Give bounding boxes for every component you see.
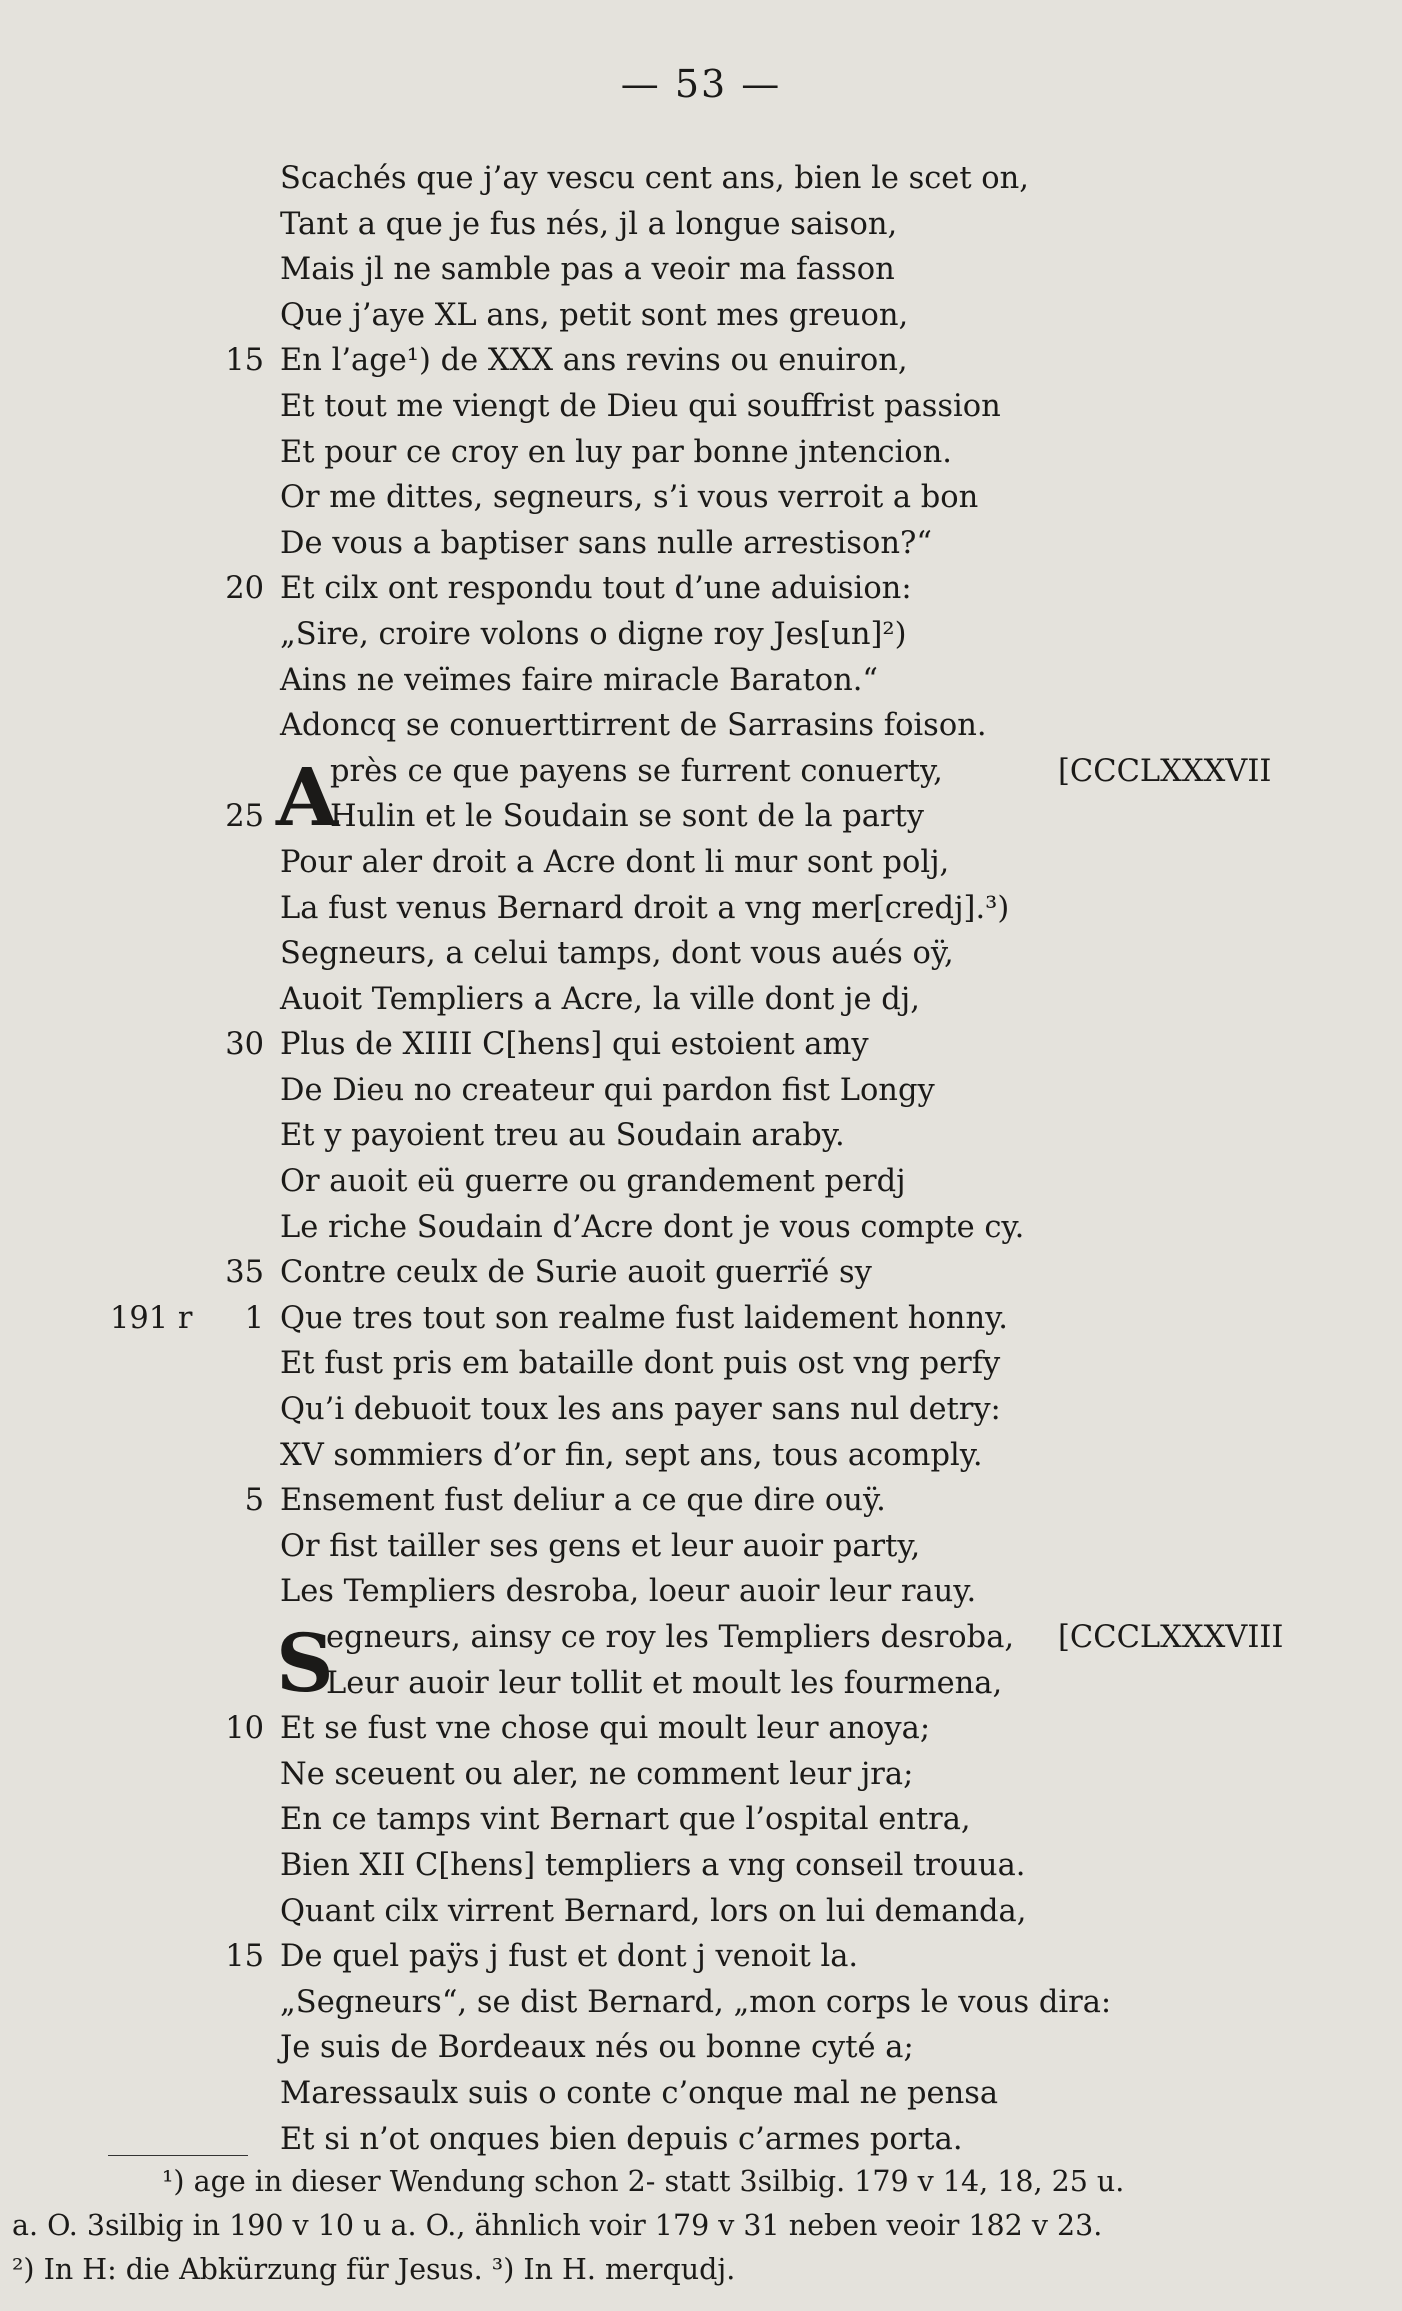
verse-text: Or fist tailler ses gens et leur auoir party, [280,1528,921,1564]
verse-text: Tant a que je fus nés, jl a longue saison, [280,206,898,242]
verse-line [0,247,1402,293]
verse-line [0,202,1402,248]
verse-line [0,1478,1402,1524]
verse-text: Scachés que j’ay vescu cent ans, bien le scet on, [280,161,1030,196]
footnote-text: ²) In H: die Abkürzung für Jesus. ³) In H. merqudj. [12,2253,736,2286]
verse-text: egneurs, ainsy ce roy les Templiers desroba, [326,1620,1015,1655]
verse-text: Plus de XIIII C[hens] qui estoient amy [280,1027,869,1063]
verse-text: Ne sceuent ou aler, ne comment leur jra; [280,1756,914,1792]
verse-text: XV sommiers d’or fin, sept ans, tous acomply. [280,1437,983,1473]
line-number: 35 [225,1255,264,1291]
verse-line [0,1068,1402,1114]
verse-text: De quel paÿs j fust et dont j venoit la. [280,1939,859,1975]
verse-line [0,430,1402,476]
verse-text: Et pour ce croy en luy par bonne jntencion. [280,434,952,470]
verse-line [0,886,1402,932]
verse-text: Bien XII C[hens] templiers a vng conseil trouua. [280,1847,1026,1883]
verse-line [0,384,1402,430]
verse-text: Le riche Soudain d’Acre dont je vous compte cy. [280,1209,1025,1245]
verse-text: Adoncq se conuerttirrent de Sarrasins foison. [280,708,987,744]
verse-text: Auoit Templiers a Acre, la ville dont je dj, [280,981,920,1017]
verse-text: Ensement fust deliur a ce que dire ouÿ. [280,1483,886,1519]
verse-line [0,2025,1402,2071]
verse-line [0,1296,1402,1342]
verse-text: Leur auoir leur tollit et moult les fourmena, [326,1665,1003,1701]
line-number: 20 [225,571,264,607]
verse-text: Et fust pris em bataille dont puis ost vng perfy [280,1346,1001,1382]
verse-line [0,612,1402,658]
verse-line [0,156,1402,202]
verse-line [0,1022,1402,1068]
verse-line [0,1706,1402,1752]
line-number: 15 [225,1939,264,1975]
verse-line [0,840,1402,886]
verse-line [0,1205,1402,1251]
verse-line [0,2071,1402,2117]
verse-line [0,1843,1402,1889]
drop-cap: S [276,1616,334,1710]
line-number: 1 [244,1300,264,1336]
line-number: 10 [225,1711,264,1747]
footnote-rule [108,2155,248,2156]
verse-line [0,1159,1402,1205]
verse-line [0,1569,1402,1615]
verse-line [0,703,1402,749]
verse-text: près ce que payens se furrent conuerty, [330,753,943,789]
line-number: 30 [225,1027,264,1063]
verse-text: Ains ne veïmes faire miracle Baraton.“ [280,662,878,698]
verse-line [0,1524,1402,1570]
line-number: 5 [244,1483,264,1519]
line-number: 25 [225,799,264,835]
footnote [0,2204,1402,2248]
verse-text: Et si n’ot onques bien depuis c’armes porta. [280,2121,963,2157]
verse-line [0,1113,1402,1159]
verse-text: Maressaulx suis o conte c’onque mal ne pensa [280,2075,999,2111]
verse-line [0,293,1402,339]
verse-text: Que j’aye XL ans, petit sont mes greuon, [280,297,909,333]
verse-line [0,475,1402,521]
verse-line [0,338,1402,384]
verse-text: Or me dittes, segneurs, s’i vous verroit a bon [280,480,979,516]
verse-lines [0,156,1402,2162]
verse-text: Et cilx ont respondu tout d’une aduision: [280,571,912,607]
verse-text: De Dieu no createur qui pardon fist Longy [280,1072,935,1108]
verse-text: Segneurs, a celui tamps, dont vous aués oÿ, [280,936,954,972]
verse-line [0,1934,1402,1980]
line-number: 15 [225,343,264,379]
verse-line [0,521,1402,567]
footnote-text: ¹) age in dieser Wendung schon 2- statt 3silbig. 179 v 14, 18, 25 u. [162,2165,1125,2198]
verse-line [0,1797,1402,1843]
verse-line [0,566,1402,612]
verse-text: En l’age¹) de XXX ans revins ou enuiron, [280,343,908,379]
verse-line [0,794,1402,840]
drop-cap: A [276,749,339,844]
verse-line [0,1433,1402,1479]
verse-text: Pour aler droit a Acre dont li mur sont polj, [280,844,950,880]
verse-line [0,1980,1402,2026]
verse-line [0,658,1402,704]
verse-text: Hulin et le Soudain se sont de la party [330,799,924,835]
footnotes [0,2160,1402,2292]
verse-text: Les Templiers desroba, loeur auoir leur rauy. [280,1574,977,1610]
verse-text: Et se fust vne chose qui moult leur anoya; [280,1711,931,1747]
verse-text: Et tout me viengt de Dieu qui souffrist passion [280,388,1001,424]
verse-text: Mais jl ne samble pas a veoir ma fasson [280,252,895,288]
verse-text: „Sire, croire volons o digne roy Jes[un]²) [280,616,907,652]
verse-text: Contre ceulx de Surie auoit guerrïé sy [280,1255,872,1291]
verse-line [0,1661,1402,1707]
verse-text: Qu’i debuoit toux les ans payer sans nul detry: [280,1392,1001,1428]
verse-line [0,1889,1402,1935]
verse-line [0,1387,1402,1433]
verse-line [0,1250,1402,1296]
page-number: — 53 — [620,62,782,106]
verse-text: De vous a baptiser sans nulle arrestison?“ [280,525,932,561]
verse-line [0,1752,1402,1798]
verse-text: Quant cilx virrent Bernard, lors on lui demanda, [280,1893,1027,1929]
verse-text: Or auoit eü guerre ou grandement perdj [280,1164,906,1200]
verse-text: La fust venus Bernard droit a vng mer[credj].³) [280,890,1010,926]
verse-text: Je suis de Bordeaux nés ou bonne cyté a; [280,2030,914,2066]
footnote [0,2248,1402,2292]
verse-text: Que tres tout son realme fust laidement honny. [280,1300,1008,1336]
verse-text: „Segneurs“, se dist Bernard, „mon corps le vous dira: [280,1984,1112,2020]
verse-text: Et y payoient treu au Soudain araby. [280,1118,845,1154]
footnote-text: a. O. 3silbig in 190 v 10 u a. O., ähnlich voir 179 v 31 neben veoir 182 v 23. [12,2209,1103,2242]
verse-text: En ce tamps vint Bernart que l’ospital entra, [280,1802,971,1838]
verse-line [0,1341,1402,1387]
footnote [0,2160,1402,2204]
laisse-number: [CCCLXXXVII [1058,753,1272,789]
laisse-number: [CCCLXXXVIII [1058,1620,1284,1655]
folio-marker: 191 r [110,1300,193,1336]
verse-line [0,977,1402,1023]
verse-line [0,931,1402,977]
